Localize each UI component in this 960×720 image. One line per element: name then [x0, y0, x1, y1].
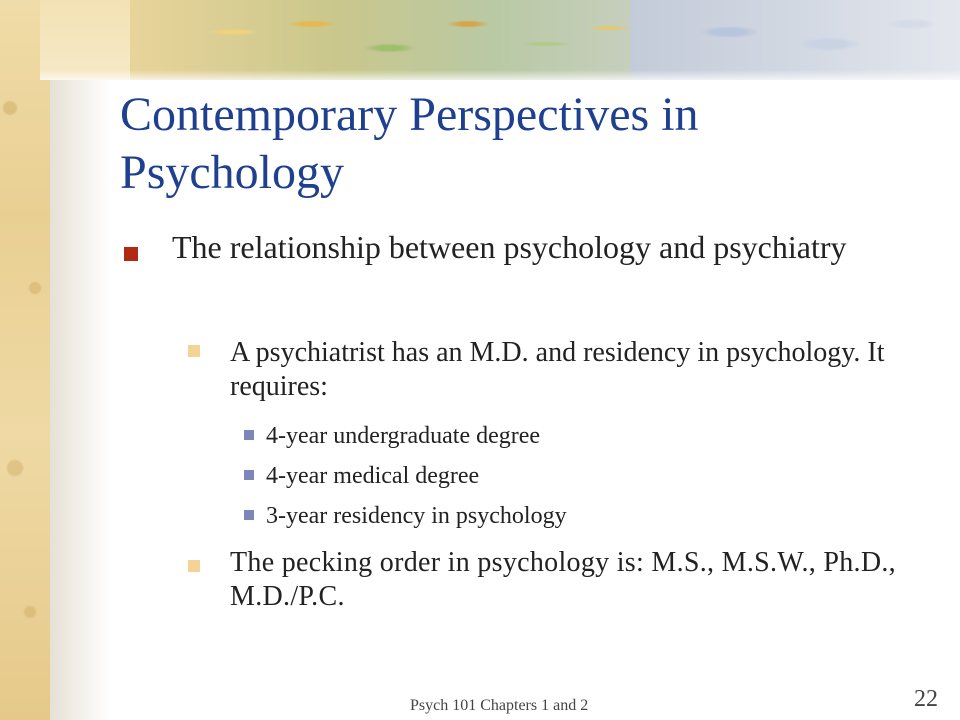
slide-number: 22: [914, 686, 938, 712]
square-bullet-icon: [244, 430, 254, 440]
square-bullet-icon: [188, 345, 200, 357]
slide-footer: Psych 101 Chapters 1 and 2: [410, 697, 589, 714]
square-bullet-icon: [188, 560, 200, 572]
square-bullet-icon: [244, 510, 254, 520]
bullet-level2-psychiatrist: A psychiatrist has an M.D. and residency in psychology. It requires:: [230, 337, 885, 402]
bullet-level1: The relationship between psychology and psychiatry: [172, 229, 847, 265]
square-bullet-icon: [244, 470, 254, 480]
square-bullet-icon: [124, 247, 138, 261]
bullet-level3-item: 4-year medical degree: [266, 463, 480, 489]
bullet-level3-item: 3-year residency in psychology: [266, 503, 567, 529]
bullet-level2-pecking-order: The pecking order in psychology is: M.S., M.S.W., Ph.D., M.D./P.C.: [230, 547, 896, 612]
slide-title: Contemporary Perspectives in Psychology: [120, 88, 699, 199]
bullet-level3-item: 4-year undergraduate degree: [266, 423, 541, 449]
